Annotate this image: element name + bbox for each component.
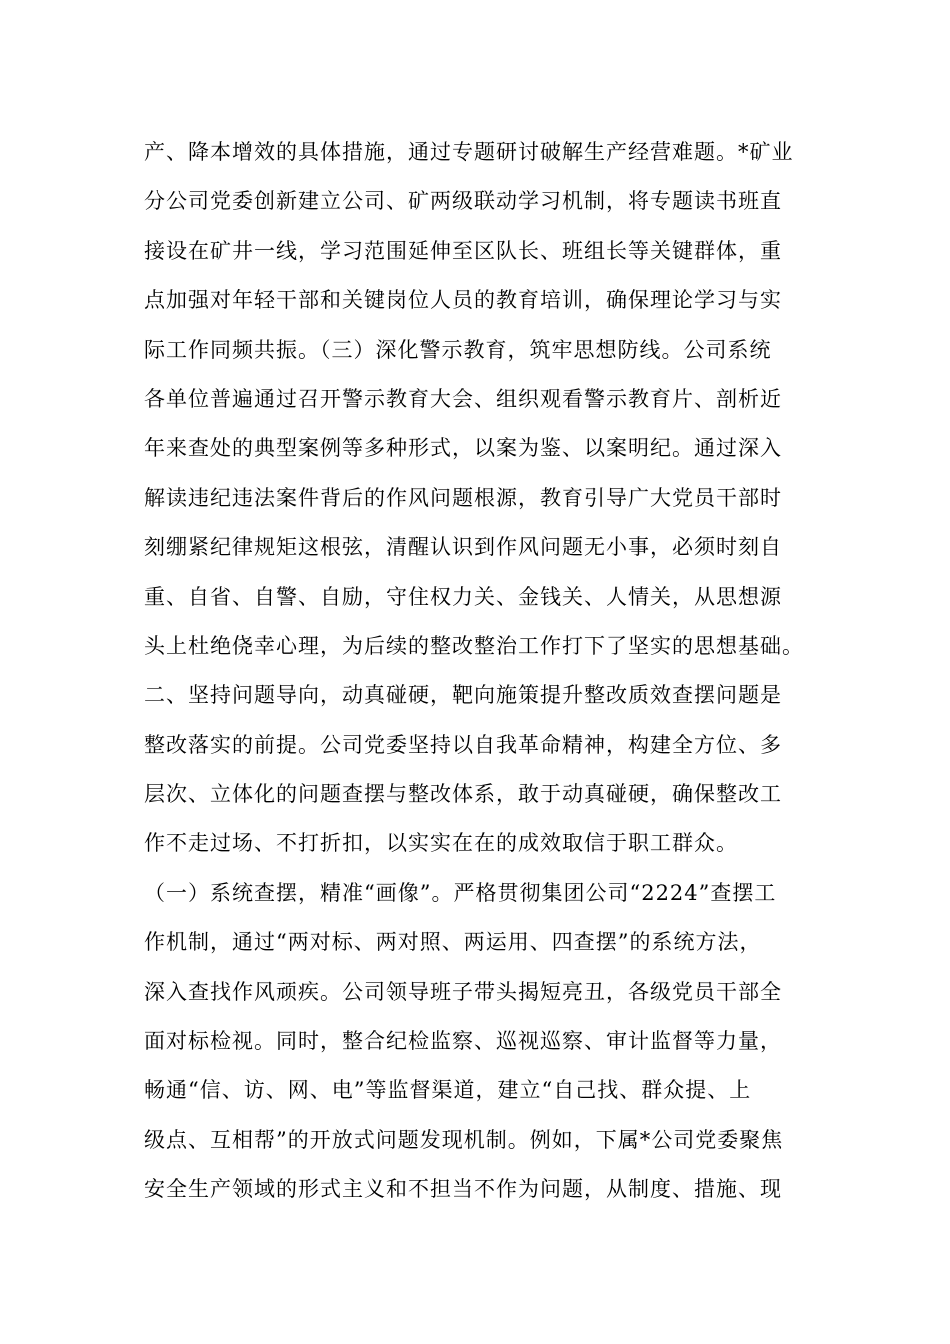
text-line-17: 作机制，通过“两对标、两对照、两运用、四查摆”的系统方法， <box>144 930 762 955</box>
text-line-1: 产、降本增效的具体措施，通过专题研讨破解生产经营难题。*矿业 <box>144 140 794 164</box>
text-line-20: 畅通“信、访、网、电”等监督渠道，建立“自己找、群众提、上 <box>144 1078 752 1103</box>
text-line-7: 年来查处的典型案例等多种形式，以案为鉴、以案明纪。通过深入 <box>144 436 782 461</box>
text-line-18: 深入查找作风顽疾。公司领导班子带头揭短亮丑，各级党员干部全 <box>144 979 782 1004</box>
text-line-3: 接设在矿井一线，学习范围延伸至区队长、班组长等关键群体，重 <box>144 238 782 263</box>
text-line-11: 头上杜绝侥幸心理，为后续的整改整治工作打下了坚实的思想基础。 <box>144 633 804 658</box>
text-line-13: 整改落实的前提。公司党委坚持以自我革命精神，构建全方位、多 <box>144 732 782 757</box>
text-line-8: 解读违纪违法案件背后的作风问题根源，教育引导广大党员干部时 <box>144 485 782 510</box>
text-line-10: 重、自省、自警、自励，守住权力关、金钱关、人情关，从思想源 <box>144 584 782 609</box>
text-line-12: 二、坚持问题导向，动真碰硬，靶向施策提升整改质效查摆问题是 <box>144 683 782 708</box>
text-line-9: 刻绷紧纪律规矩这根弦，清醒认识到作风问题无小事，必须时刻自 <box>144 535 782 560</box>
text-line-16: （一）系统查摆，精准“画像”。严格贯彻集团公司“2224”查摆工 <box>144 880 777 905</box>
text-line-2: 分公司党委创新建立公司、矿两级联动学习机制，将专题读书班直 <box>144 189 782 214</box>
text-line-19: 面对标检视。同时，整合纪检监察、巡视巡察、审计监督等力量， <box>144 1029 782 1054</box>
text-line-6: 各单位普遍通过召开警示教育大会、组织观看警示教育片、剖析近 <box>144 386 782 411</box>
text-line-14: 层次、立体化的问题查摆与整改体系，敢于动真碰硬，确保整改工 <box>144 782 782 807</box>
text-line-21: 级点、互相帮”的开放式问题发现机制。例如，下属*公司党委聚焦 <box>144 1127 784 1152</box>
body-text <box>144 128 814 1215</box>
text-line-22: 安全生产领域的形式主义和不担当不作为问题，从制度、措施、现 <box>144 1177 782 1202</box>
text-line-5: 际工作同频共振。（三）深化警示教育，筑牢思想防线。公司系统 <box>144 337 772 362</box>
text-line-15: 作不走过场、不打折扣，以实实在在的成效取信于职工群众。 <box>144 831 738 856</box>
text-line-4: 点加强对年轻干部和关键岗位人员的教育培训，确保理论学习与实 <box>144 288 782 313</box>
